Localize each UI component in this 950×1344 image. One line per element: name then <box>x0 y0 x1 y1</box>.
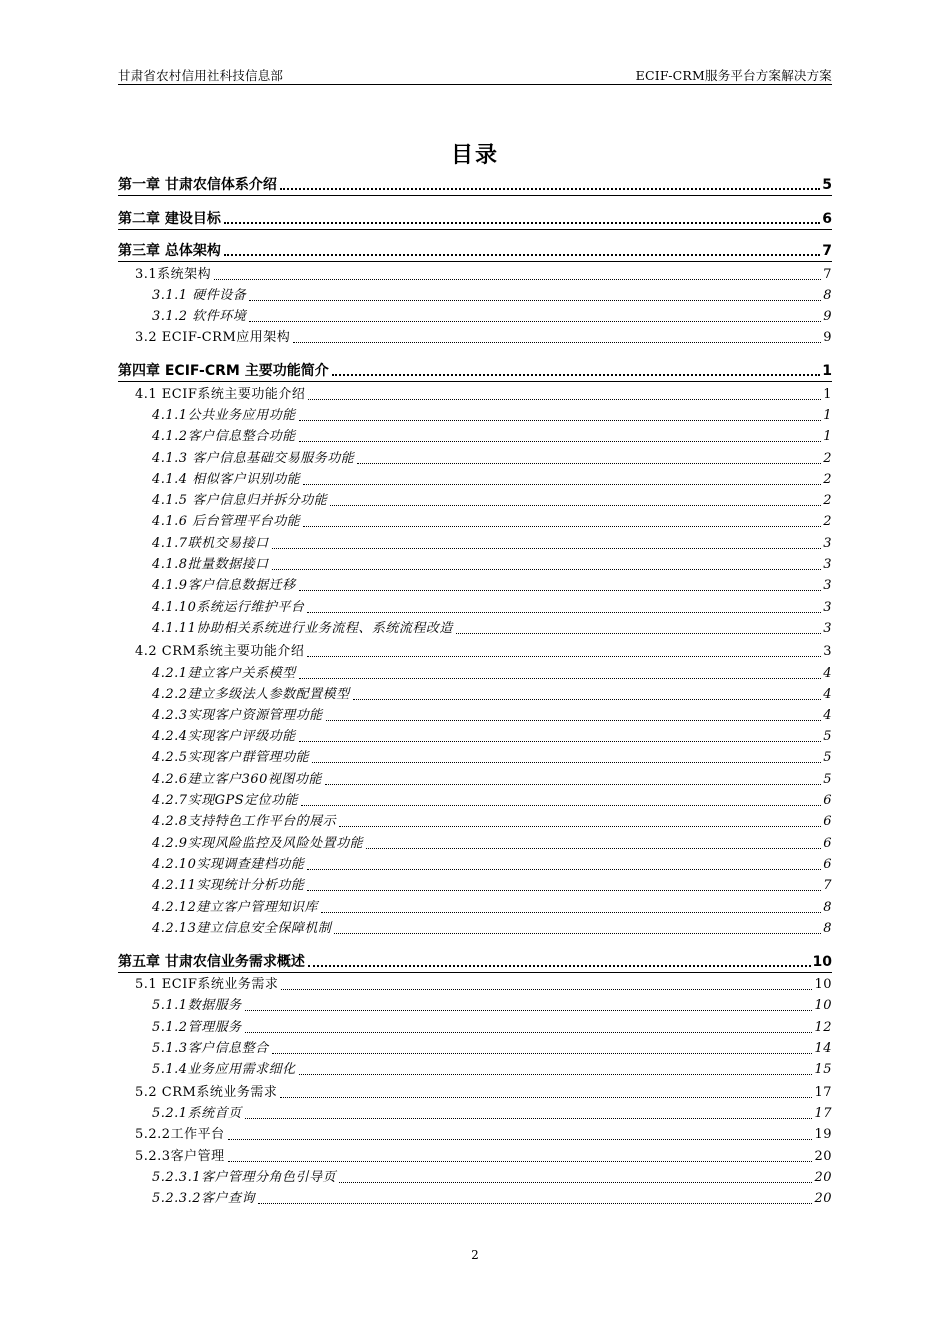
toc-entry[interactable] <box>152 1104 832 1124</box>
toc-entry-page: 6 <box>822 211 832 227</box>
toc-entry-page: 6 <box>823 793 832 808</box>
toc-dot-leader <box>299 1074 813 1075</box>
toc-entry-title: 3.1.1 硬件设备 <box>152 288 247 303</box>
toc-entry-page: 3 <box>823 644 832 659</box>
toc-dot-leader <box>339 1182 812 1183</box>
toc-entry-title: 4.1.5 客户信息归并拆分功能 <box>152 493 328 508</box>
toc-entry-page: 3 <box>823 600 832 615</box>
toc-dot-leader <box>321 912 821 913</box>
toc-entry-title: 5.2.3客户管理 <box>135 1149 225 1164</box>
toc-entry-page: 4 <box>823 687 832 702</box>
toc-entry-title: 4.2.9实现风险监控及风险处置功能 <box>152 836 364 851</box>
toc-entry-title: 4.1.11协助相关系统进行业务流程、系统流程改造 <box>152 621 453 636</box>
toc-entry[interactable] <box>152 898 832 918</box>
toc-dot-leader <box>339 826 821 827</box>
toc-dot-leader <box>280 188 820 190</box>
toc-dot-leader <box>332 374 821 376</box>
toc-entry-page: 10 <box>814 977 832 992</box>
toc-entry-title: 3.1系统架构 <box>135 267 212 282</box>
toc-dot-leader <box>224 222 820 224</box>
toc-dot-leader <box>307 890 821 891</box>
toc-entry[interactable] <box>152 286 832 306</box>
toc-entry[interactable] <box>152 770 832 790</box>
toc-dot-leader <box>228 1139 813 1140</box>
toc-entry[interactable] <box>152 307 832 327</box>
toc-entry[interactable] <box>152 727 832 747</box>
toc-entry[interactable] <box>152 427 832 447</box>
toc-entry[interactable] <box>152 685 832 705</box>
toc-entry-page: 4 <box>823 708 832 723</box>
toc-entry-page: 6 <box>823 836 832 851</box>
toc-entry[interactable] <box>152 491 832 511</box>
toc-entry-page: 2 <box>823 451 832 466</box>
toc-entry-title: 5.2.3.2客户查询 <box>152 1191 255 1206</box>
toc-entry-page: 3 <box>823 557 832 572</box>
toc-entry[interactable] <box>152 512 832 532</box>
toc-entry-page: 5 <box>823 772 832 787</box>
toc-dot-leader <box>299 678 822 679</box>
toc-entry-title: 第三章 总体架构 <box>118 243 221 259</box>
toc-entry-title: 第五章 甘肃农信业务需求概述 <box>118 954 305 970</box>
toc-entry[interactable] <box>152 748 832 768</box>
toc-dot-leader <box>334 933 821 934</box>
toc-entry[interactable] <box>152 1018 832 1038</box>
toc-dot-leader <box>307 612 821 613</box>
toc-dot-leader <box>301 805 821 806</box>
toc-dot-leader <box>272 569 822 570</box>
toc-entry[interactable] <box>135 385 832 405</box>
toc-entry-title: 4.2.11实现统计分析功能 <box>152 878 305 893</box>
toc-entry-title: 5.2.1系统首页 <box>152 1106 242 1121</box>
toc-entry-title: 第一章 甘肃农信体系介绍 <box>118 177 277 193</box>
toc-dot-leader <box>357 463 821 464</box>
toc-entry[interactable] <box>152 812 832 832</box>
toc-entry-page: 1 <box>823 408 832 423</box>
header-organization: 甘肃省农村信用社科技信息部 <box>118 68 284 83</box>
toc-entry[interactable] <box>152 834 832 854</box>
toc-entry-title: 4.2.7实现GPS定位功能 <box>152 793 299 808</box>
toc-dot-leader <box>308 965 811 967</box>
toc-entry-page: 17 <box>814 1106 832 1121</box>
toc-title: 目录 <box>450 143 499 168</box>
toc-entry-title: 4.2.8支持特色工作平台的展示 <box>152 814 337 829</box>
toc-dot-leader <box>224 254 820 256</box>
toc-entry[interactable] <box>118 175 832 196</box>
toc-dot-leader <box>303 526 821 527</box>
toc-dot-leader <box>245 1032 813 1033</box>
toc-entry-title: 5.1.4业务应用需求细化 <box>152 1062 296 1077</box>
toc-dot-leader <box>299 590 822 591</box>
toc-entry-page: 6 <box>823 814 832 829</box>
toc-entry-page: 5 <box>822 177 832 193</box>
toc-entry[interactable] <box>152 791 832 811</box>
toc-entry[interactable] <box>152 876 832 896</box>
toc-entry[interactable] <box>152 470 832 490</box>
toc-entry-title: 4.1 ECIF系统主要功能介绍 <box>135 387 306 402</box>
toc-entry[interactable] <box>135 1083 832 1103</box>
toc-entry-page: 3 <box>823 621 832 636</box>
toc-dot-leader <box>245 1118 813 1119</box>
toc-entry[interactable] <box>152 449 832 469</box>
toc-entry[interactable] <box>118 361 832 382</box>
toc-dot-leader <box>299 420 822 421</box>
toc-entry[interactable] <box>152 555 832 575</box>
toc-entry-page: 19 <box>814 1127 832 1142</box>
toc-dot-leader <box>258 1203 812 1204</box>
toc-dot-leader <box>308 399 821 400</box>
footer-page-number: 2 <box>471 1248 479 1262</box>
toc-dot-leader <box>214 279 821 280</box>
toc-entry-title: 5.1.1数据服务 <box>152 998 242 1013</box>
toc-dot-leader <box>299 441 822 442</box>
toc-entry[interactable] <box>152 1189 832 1209</box>
toc-entry-page: 3 <box>823 578 832 593</box>
toc-entry[interactable] <box>135 328 832 348</box>
toc-dot-leader <box>272 1053 813 1054</box>
toc-entry-page: 7 <box>822 243 832 259</box>
toc-dot-leader <box>280 1097 812 1098</box>
toc-entry-title: 4.1.8批量数据接口 <box>152 557 269 572</box>
toc-dot-leader <box>249 300 821 301</box>
toc-entry-title: 第四章 ECIF-CRM 主要功能简介 <box>118 363 329 379</box>
toc-dot-leader <box>326 720 822 721</box>
toc-entry-title: 4.1.6 后台管理平台功能 <box>152 514 301 529</box>
toc-entry-title: 4.1.2客户信息整合功能 <box>152 429 296 444</box>
toc-entry-title: 4.1.7联机交易接口 <box>152 536 269 551</box>
toc-entry-page: 8 <box>823 900 832 915</box>
toc-dot-leader <box>272 548 822 549</box>
toc-dot-leader <box>353 699 822 700</box>
toc-entry[interactable] <box>152 1060 832 1080</box>
toc-entry-page: 10 <box>814 998 832 1013</box>
toc-entry-title: 5.2 CRM系统业务需求 <box>135 1085 278 1100</box>
toc-entry[interactable] <box>135 1125 832 1145</box>
toc-entry-title: 4.2.13建立信息安全保障机制 <box>152 921 332 936</box>
toc-entry-title: 4.2 CRM系统主要功能介绍 <box>135 644 305 659</box>
header-document-title: ECIF-CRM服务平台方案解决方案 <box>635 68 832 83</box>
toc-entry-title: 5.1.3客户信息整合 <box>152 1041 269 1056</box>
toc-entry-title: 4.1.4 相似客户识别功能 <box>152 472 301 487</box>
toc-entry-page: 1 <box>822 363 832 379</box>
toc-entry[interactable] <box>152 619 832 639</box>
toc-entry-page: 5 <box>823 729 832 744</box>
toc-entry-page: 1 <box>823 429 832 444</box>
toc-entry-title: 4.1.9客户信息数据迁移 <box>152 578 296 593</box>
toc-entry-title: 3.1.2 软件环境 <box>152 309 247 324</box>
toc-entry-page: 8 <box>823 288 832 303</box>
toc-entry[interactable] <box>152 406 832 426</box>
toc-entry-title: 4.2.12建立客户管理知识库 <box>152 900 318 915</box>
toc-entry-page: 20 <box>814 1191 832 1206</box>
toc-entry-title: 3.2 ECIF-CRM应用架构 <box>135 330 291 345</box>
toc-entry-title: 5.2.2工作平台 <box>135 1127 225 1142</box>
toc-dot-leader <box>299 741 822 742</box>
toc-dot-leader <box>307 869 821 870</box>
toc-entry-page: 12 <box>814 1020 832 1035</box>
toc-dot-leader <box>281 989 812 990</box>
toc-entry[interactable] <box>135 265 832 285</box>
toc-entry-page: 15 <box>814 1062 832 1077</box>
toc-dot-leader <box>330 505 821 506</box>
toc-entry-page: 1 <box>823 387 832 402</box>
toc-entry-title: 4.2.4实现客户评级功能 <box>152 729 296 744</box>
toc-entry-title: 4.2.1建立客户关系模型 <box>152 666 296 681</box>
toc-entry[interactable] <box>152 1168 832 1188</box>
toc-dot-leader <box>312 762 821 763</box>
toc-entry[interactable] <box>152 996 832 1016</box>
toc-entry-page: 2 <box>823 493 832 508</box>
toc-entry-page: 8 <box>823 921 832 936</box>
toc-entry-page: 5 <box>823 750 832 765</box>
toc-entry[interactable] <box>118 209 832 230</box>
toc-dot-leader <box>303 484 821 485</box>
toc-entry-title: 4.1.10系统运行维护平台 <box>152 600 305 615</box>
toc-entry-page: 3 <box>823 536 832 551</box>
toc-dot-leader <box>307 656 821 657</box>
toc-entry[interactable] <box>135 975 832 995</box>
toc-dot-leader <box>228 1161 813 1162</box>
toc-entry-title: 4.2.2建立多级法人参数配置模型 <box>152 687 350 702</box>
toc-entry-page: 7 <box>823 878 832 893</box>
toc-entry[interactable] <box>152 576 832 596</box>
toc-entry[interactable] <box>152 598 832 618</box>
toc-entry[interactable] <box>152 534 832 554</box>
toc-entry-page: 17 <box>814 1085 832 1100</box>
toc-entry[interactable] <box>118 952 832 973</box>
toc-entry-title: 4.2.3实现客户资源管理功能 <box>152 708 323 723</box>
toc-entry-title: 5.1 ECIF系统业务需求 <box>135 977 279 992</box>
toc-entry-page: 14 <box>814 1041 832 1056</box>
toc-dot-leader <box>249 321 821 322</box>
toc-entry-title: 4.2.10实现调查建档功能 <box>152 857 305 872</box>
toc-entry[interactable] <box>152 664 832 684</box>
toc-entry-page: 20 <box>814 1170 832 1185</box>
toc-entry-page: 9 <box>823 309 832 324</box>
toc-entry-title: 第二章 建设目标 <box>118 211 221 227</box>
toc-entry-page: 6 <box>823 857 832 872</box>
toc-entry-title: 5.1.2管理服务 <box>152 1020 242 1035</box>
toc-entry-title: 4.1.3 客户信息基础交易服务功能 <box>152 451 355 466</box>
toc-entry[interactable] <box>118 241 832 262</box>
toc-entry[interactable] <box>135 642 832 662</box>
toc-entry-page: 2 <box>823 514 832 529</box>
toc-dot-leader <box>456 633 821 634</box>
toc-entry-title: 4.2.6建立客户360视图功能 <box>152 772 322 787</box>
toc-entry-title: 4.1.1公共业务应用功能 <box>152 408 296 423</box>
toc-entry-page: 10 <box>812 954 832 970</box>
toc-entry-title: 5.2.3.1客户管理分角色引导页 <box>152 1170 336 1185</box>
toc-entry-page: 9 <box>823 330 832 345</box>
toc-entry[interactable] <box>152 706 832 726</box>
toc-entry-page: 4 <box>823 666 832 681</box>
toc-dot-leader <box>325 784 821 785</box>
toc-entry-page: 20 <box>814 1149 832 1164</box>
toc-dot-leader <box>366 848 821 849</box>
toc-entry[interactable] <box>152 919 832 939</box>
toc-entry-page: 7 <box>823 267 832 282</box>
toc-entry[interactable] <box>152 855 832 875</box>
toc-dot-leader <box>245 1010 813 1011</box>
toc-entry[interactable] <box>152 1039 832 1059</box>
toc-entry-title: 4.2.5实现客户群管理功能 <box>152 750 310 765</box>
toc-entry[interactable] <box>135 1147 832 1167</box>
toc-dot-leader <box>293 342 821 343</box>
toc-entry-page: 2 <box>823 472 832 487</box>
